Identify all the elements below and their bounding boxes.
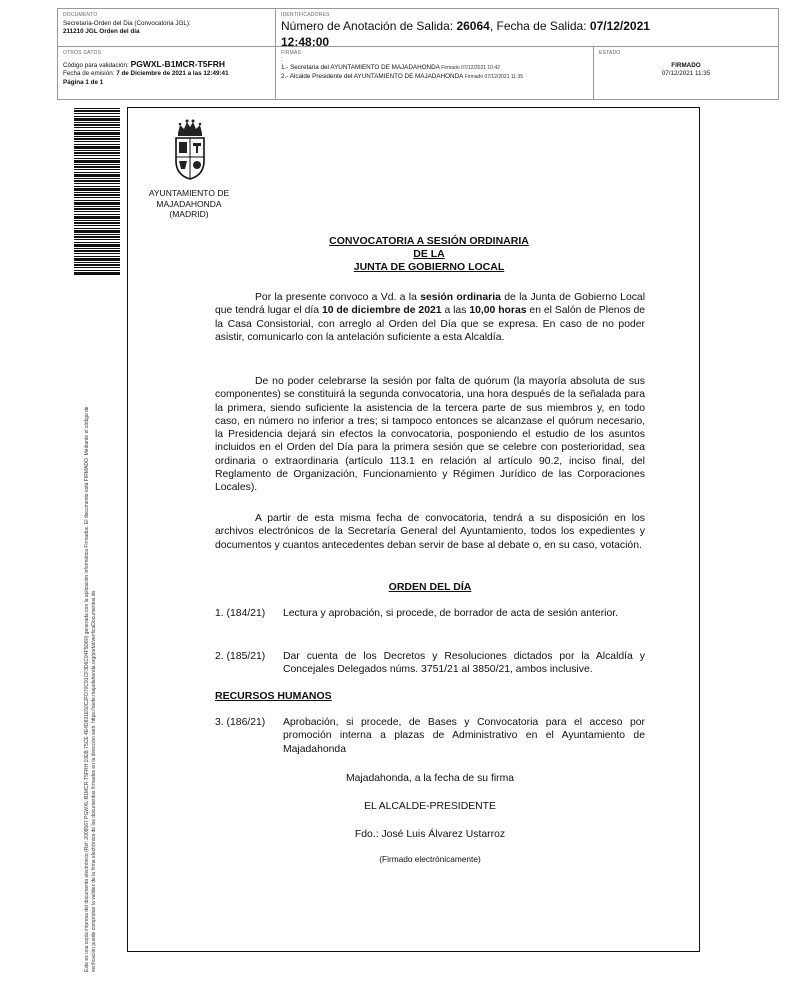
agenda-item-number: 3. (186/21) bbox=[215, 717, 266, 728]
sidebar-line1: Este es una copia impresa del documento electrónico (Ref: 2009567 PGWXL-B1MCR-T5FRH 10EB 75CE 4E4D831E50C2FD70C91CF3D6C94F5D80) generada con la aplicación informática Firmadoc. El documento está FIRMADO. Mediante el código de bbox=[84, 406, 90, 972]
paragraph-quorum: De no poder celebrarse la sesión por falta de quórum (la mayoría absoluta de sus componentes) se constituirá la segunda convocatoria, una hora después de la señalada para la primera, siendo suficiente la asistencia de la tercera parte de sus miembros y, en todo caso, en número no inferior a tres; si tampoco entonces se alcanzase el quórum necesario, la Presidencia dejará sin efectos la convocatoria, posponiendo el estudio de los asuntos incluidos en el Orden del Día para la primera sesión que se celebre con posterioridad, sea ordinaria o extraordinaria (artículo 113.1 en relación al artículo 90.2, inciso final, del Reglamento de Organización, Funcionamiento y Régimen Jurídico de las Corporaciones Locales). bbox=[215, 376, 645, 494]
paragraph-disposicion: A partir de esta misma fecha de convocatoria, tendrá a su disposición en los archivos electrónicos de la Secretaría General del Ayuntamiento, todos los expedientes y documentos y cuantos antecedentes deban servir de base al debate o, en su caso, votación. bbox=[215, 513, 645, 551]
pagina-count: Página 1 de 1 bbox=[63, 78, 104, 86]
header-otros-datos-label: OTROS DATOS bbox=[63, 50, 102, 56]
closing-place: Majadahonda, a la fecha de su firma bbox=[345, 773, 515, 784]
title-line1: CONVOCATORIA A SESIÓN ORDINARIA bbox=[329, 235, 529, 247]
header-identificadores-label: IDENTIFICADORES bbox=[281, 12, 330, 18]
documento-line1: Secretaria-Orden del Dia (Convocatoria JGL): bbox=[63, 20, 191, 27]
paragraph-convocatoria: Por la presente convoco a Vd. a la sesión ordinaria de la Junta de Gobierno Local que tendrá lugar el día 10 de diciembre de 2021 a las 10,00 horas en el Salón de Plenos de la Casa Consistorial, con arreglo al Orden del Día que se expresa. En caso de no poder asistir, comunicarlo con la antelación suficiente a esta Alcaldía. bbox=[215, 292, 646, 343]
agenda-item-text: Aprobación, si procede, de Bases y Convocatoria para el acceso por promoción interna a plazas de Administrativo en el Ayuntamiento de Majadahonda bbox=[283, 717, 645, 755]
ayuntamiento-line1: AYUNTAMIENTO DE bbox=[148, 188, 230, 198]
anotacion-date: 07/12/2021 bbox=[589, 19, 650, 33]
recursos-humanos-heading: RECURSOS HUMANOS bbox=[215, 690, 332, 702]
ayuntamiento-line2: MAJADAHONDA bbox=[156, 198, 222, 209]
closing-role: EL ALCALDE-PRESIDENTE bbox=[364, 801, 496, 812]
closing-signer: Fdo.: José Luis Álvarez Ustarroz bbox=[354, 829, 506, 840]
anotacion-salida-text: Número de Anotación de Salida: 26064, Fecha de Salida: 07/12/2021 bbox=[281, 19, 650, 33]
anotacion-number: 26064 bbox=[456, 19, 490, 33]
ayuntamiento-line3: (MADRID) bbox=[169, 209, 209, 219]
header-firmas-label: FIRMAS bbox=[281, 50, 302, 56]
firma-2: 2.- Alcalde Presidente del AYUNTAMIENTO DE MAJADAHONDA Firmado 07/12/2021 11:35 bbox=[281, 72, 524, 80]
estado-value: FIRMADO bbox=[671, 62, 701, 69]
header-documento-cell bbox=[58, 9, 276, 47]
header-identificadores-cell bbox=[276, 9, 778, 47]
anotacion-time: 12:48:00 bbox=[281, 35, 330, 49]
ayuntamiento-block bbox=[139, 188, 239, 220]
agenda-item-number: 1. (184/21) bbox=[215, 608, 266, 619]
barcode-image bbox=[74, 108, 120, 276]
header-otros-datos-cell bbox=[58, 47, 276, 99]
header-firmas-cell bbox=[276, 47, 594, 99]
closing-note: (Firmado electrónicamente) bbox=[379, 854, 481, 864]
agenda-item-text: Lectura y aprobación, si procede, de borrador de acta de sesión anterior. bbox=[283, 608, 619, 619]
header-documento-label: DOCUMENTO bbox=[63, 12, 98, 18]
title-line2: DE LA bbox=[413, 248, 445, 260]
firmas-colon: : bbox=[281, 56, 283, 63]
codigo-validacion: Código para validación: PGWXL-B1MCR-T5FRH bbox=[63, 59, 226, 69]
documento-line2: 211210 JGL Orden del día bbox=[63, 28, 140, 36]
orden-del-dia-heading: ORDEN DEL DÍA bbox=[388, 581, 472, 593]
coat-of-arms-icon bbox=[168, 117, 212, 181]
fecha-emision: Fecha de emisión: 7 de Diciembre de 2021 a las 12:49:41 bbox=[63, 70, 229, 78]
title-line3: JUNTA DE GOBIERNO LOCAL bbox=[353, 261, 505, 273]
codigo-validacion-value: PGWXL-B1MCR-T5FRH bbox=[130, 59, 226, 69]
firma-1: 1.- Secretaria del AYUNTAMIENTO DE MAJADAHONDA Firmado 07/12/2021 10:42 bbox=[281, 64, 500, 72]
header-estado-cell bbox=[594, 47, 778, 99]
agenda-item-text: Dar cuenta de los Decretos y Resoluciones dictados por la Alcaldía y Concejales Delegados núms. 3751/21 al 3850/21, ambos inclusive. bbox=[283, 651, 645, 676]
estado-date: 07/12/2021 11:35 bbox=[661, 70, 711, 78]
verification-sidebar bbox=[84, 302, 98, 972]
sidebar-line2: verificación puede comprobar la validez de la firma electrónica de los documentos firmados en la dirección web: https://sede.majadahonda.org/portal/verificaDocumentos.do bbox=[91, 590, 97, 972]
document-header bbox=[57, 8, 779, 100]
document-title bbox=[290, 235, 568, 274]
header-estado-label: ESTADO bbox=[599, 50, 621, 56]
agenda-item-number: 2. (185/21) bbox=[215, 651, 266, 662]
